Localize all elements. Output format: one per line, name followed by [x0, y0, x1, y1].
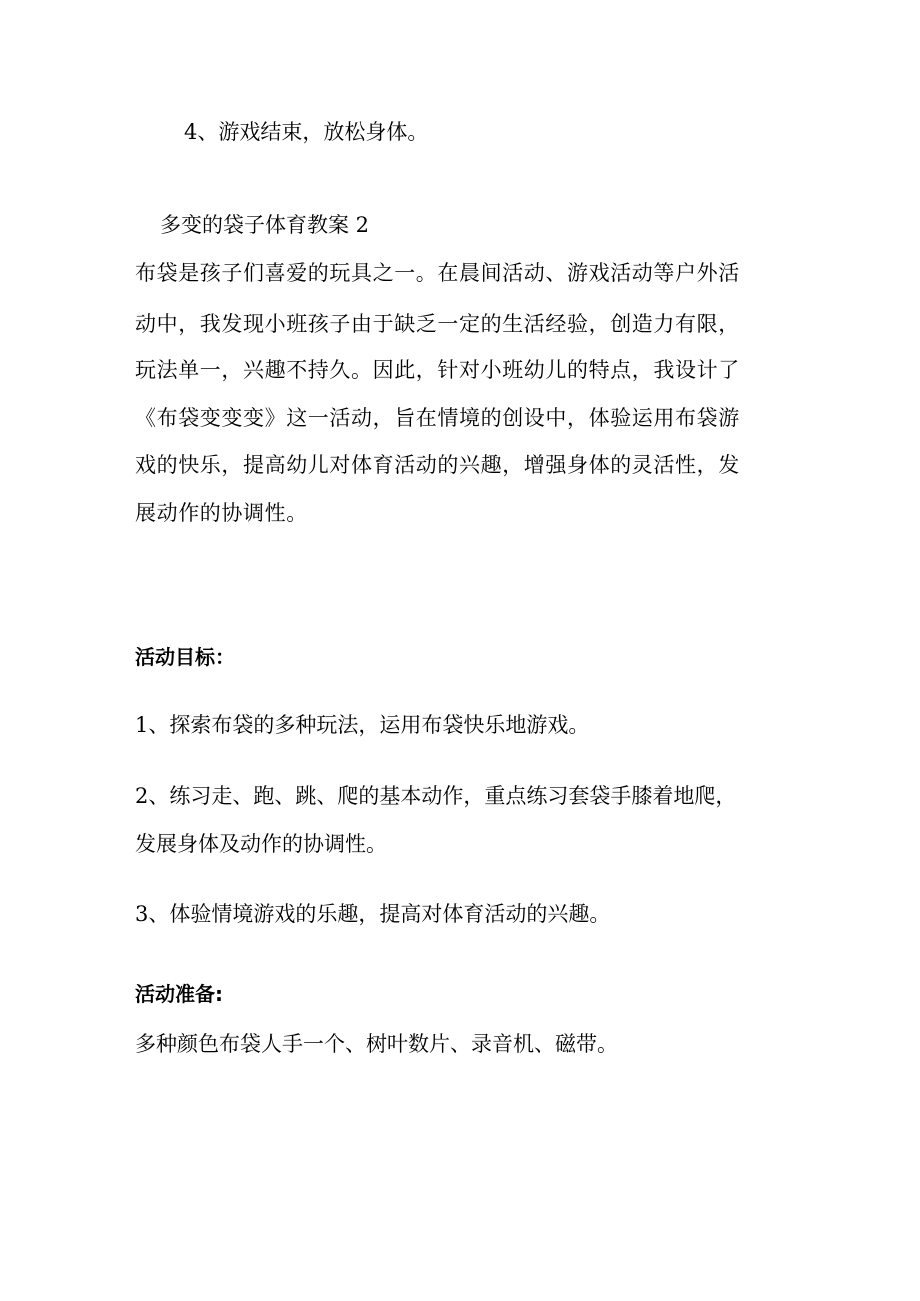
goal-item: 2、练习走、跑、跳、爬的基本动作，重点练习套袋手膝着地爬， — [135, 784, 737, 808]
document-title: 多变的袋子体育教案 2 — [160, 213, 370, 237]
preparation-heading: 活动准备: — [135, 982, 223, 1006]
intro-line: 布袋是孩子们喜爱的玩具之一。在晨间活动、游戏活动等户外活 — [135, 261, 740, 285]
intro-line: 戏的快乐，提高幼儿对体育活动的兴趣，增强身体的灵活性，发 — [135, 453, 740, 477]
intro-line: 展动作的协调性。 — [135, 501, 308, 525]
step-4-text: 4、游戏结束，放松身体。 — [184, 120, 429, 144]
goals-heading: 活动目标： — [135, 645, 235, 669]
intro-line: 《布袋变变变》这一活动，旨在情境的创设中，体验运用布袋游 — [135, 406, 740, 430]
intro-line: 动中，我发现小班孩子由于缺乏一定的生活经验，创造力有限， — [135, 312, 740, 336]
goal-item: 1、探索布袋的多种玩法，运用布袋快乐地游戏。 — [135, 713, 590, 737]
intro-line: 玩法单一，兴趣不持久。因此，针对小班幼儿的特点，我设计了 — [135, 358, 740, 382]
goal-item: 3、体验情境游戏的乐趣，提高对体育活动的兴趣。 — [135, 902, 611, 926]
goal-item: 发展身体及动作的协调性。 — [135, 832, 387, 856]
preparation-text: 多种颜色布袋人手一个、树叶数片、录音机、磁带。 — [135, 1032, 618, 1056]
